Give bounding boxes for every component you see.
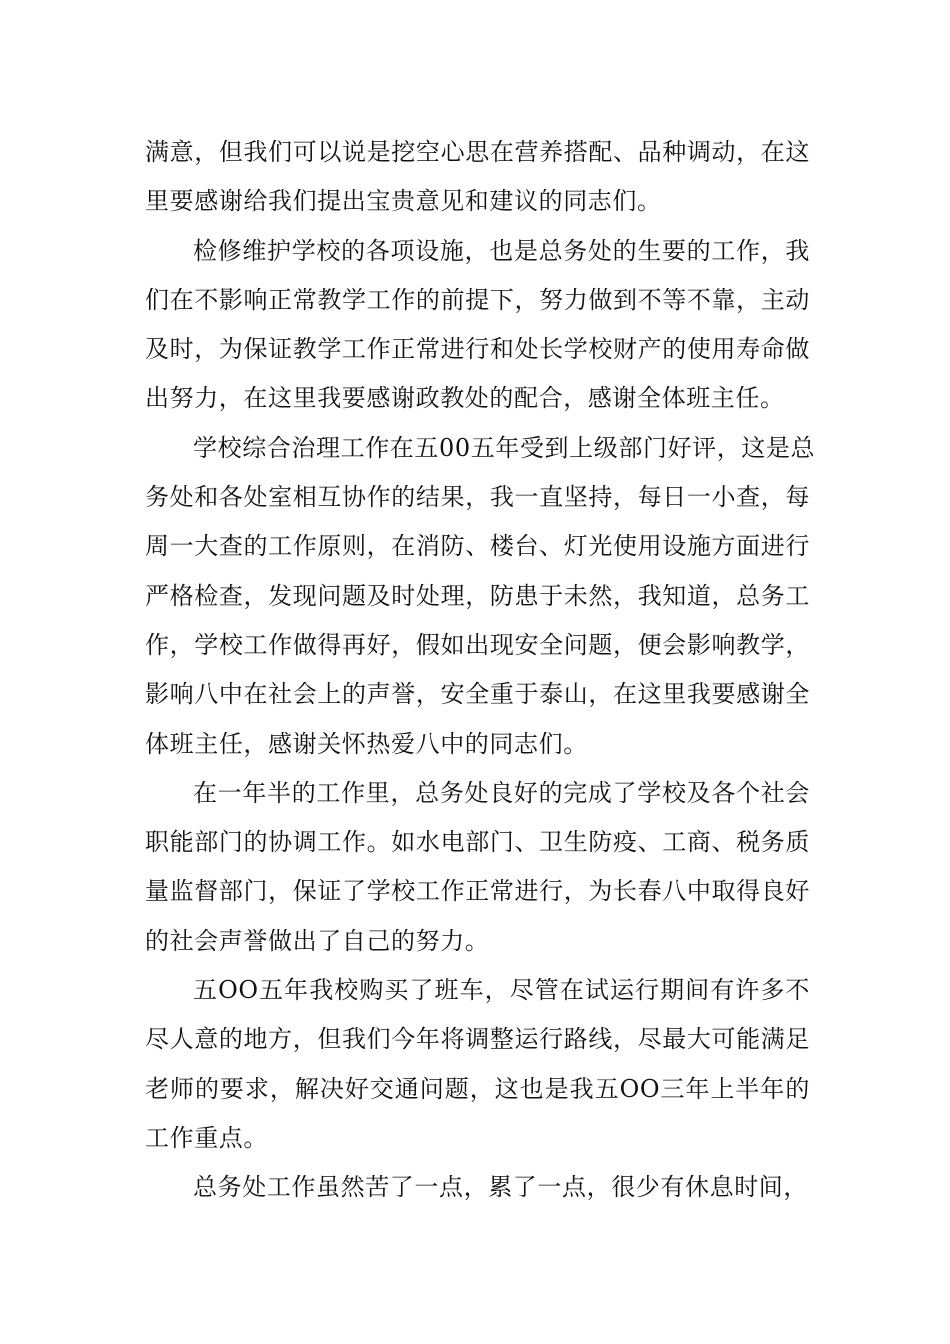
paragraph-3-line-2: 务处和各处室相互协作的结果，我一直坚持，每日一小查，每 [145, 483, 810, 512]
paragraph-6 [145, 1163, 810, 1212]
paragraph-2-line-1: 检修维护学校的各项设施，也是总务处的生要的工作，我 [193, 236, 810, 265]
paragraph-4-line-2: 职能部门的协调工作。如水电部门、卫生防疫、工商、税务质 [145, 828, 810, 857]
paragraph-1-line-1: 满意，但我们可以说是挖空心思在营养搭配、品种调动，在这 [145, 138, 810, 166]
paragraph-6-line-1: 总务处工作虽然苦了一点，累了一点，很少有休息时间， [193, 1173, 808, 1202]
paragraph-5-line-4: 工作重点。 [145, 1123, 268, 1152]
paragraph-3-line-3: 周一大查的工作原则，在消防、楼台、灯光使用设施方面进行 [145, 532, 810, 561]
paragraph-5-line-3: 老师的要求，解决好交通问题，这也是我五OO三年上半年的 [145, 1074, 810, 1103]
paragraph-2-line-2: 们在不影响正常教学工作的前提下，努力做到不等不靠，主动 [145, 285, 810, 314]
paragraph-2 [145, 227, 810, 424]
paragraph-1-line-2: 里要感谢给我们提出宝贵意见和建议的同志们。 [145, 187, 662, 216]
paragraph-4-line-3: 量监督部门，保证了学校工作正常进行，为长春八中取得良好 [145, 877, 810, 906]
paragraph-4 [145, 769, 810, 966]
paragraph-4-line-4: 的社会声誉做出了自己的努力。 [145, 926, 490, 955]
paragraph-3 [145, 424, 816, 769]
paragraph-4-line-1: 在一年半的工作里，总务处良好的完成了学校及各个社会 [193, 778, 810, 807]
paragraph-5-line-1: 五OO五年我校购买了班车，尽管在试运行期间有许多不 [193, 976, 810, 1005]
paragraph-3-line-1: 学校综合治理工作在五00五年受到上级部门好评，这是总 [193, 433, 816, 462]
paragraph-1 [145, 128, 810, 227]
paragraph-3-line-7: 体班主任，感谢关怀热爱八中的同志们。 [145, 729, 588, 758]
paragraph-5 [145, 966, 810, 1163]
paragraph-2-line-3: 及时，为保证教学工作正常进行和处长学校财产的使用寿命做 [145, 335, 810, 364]
paragraph-3-line-4: 严格检查，发现问题及时处理，防患于未然，我知道，总务工 [145, 581, 810, 610]
paragraph-2-line-4: 出努力，在这里我要感谢政教处的配合，感谢全体班主任。 [145, 384, 785, 413]
paragraph-3-line-5: 作，学校工作做得再好，假如出现安全问题，便会影响教学， [145, 630, 810, 659]
document-body [145, 128, 816, 1213]
paragraph-5-line-2: 尽人意的地方，但我们今年将调整运行路线，尽最大可能满足 [145, 1025, 810, 1054]
paragraph-3-line-6: 影响八中在社会上的声誉，安全重于泰山，在这里我要感谢全 [145, 680, 810, 709]
